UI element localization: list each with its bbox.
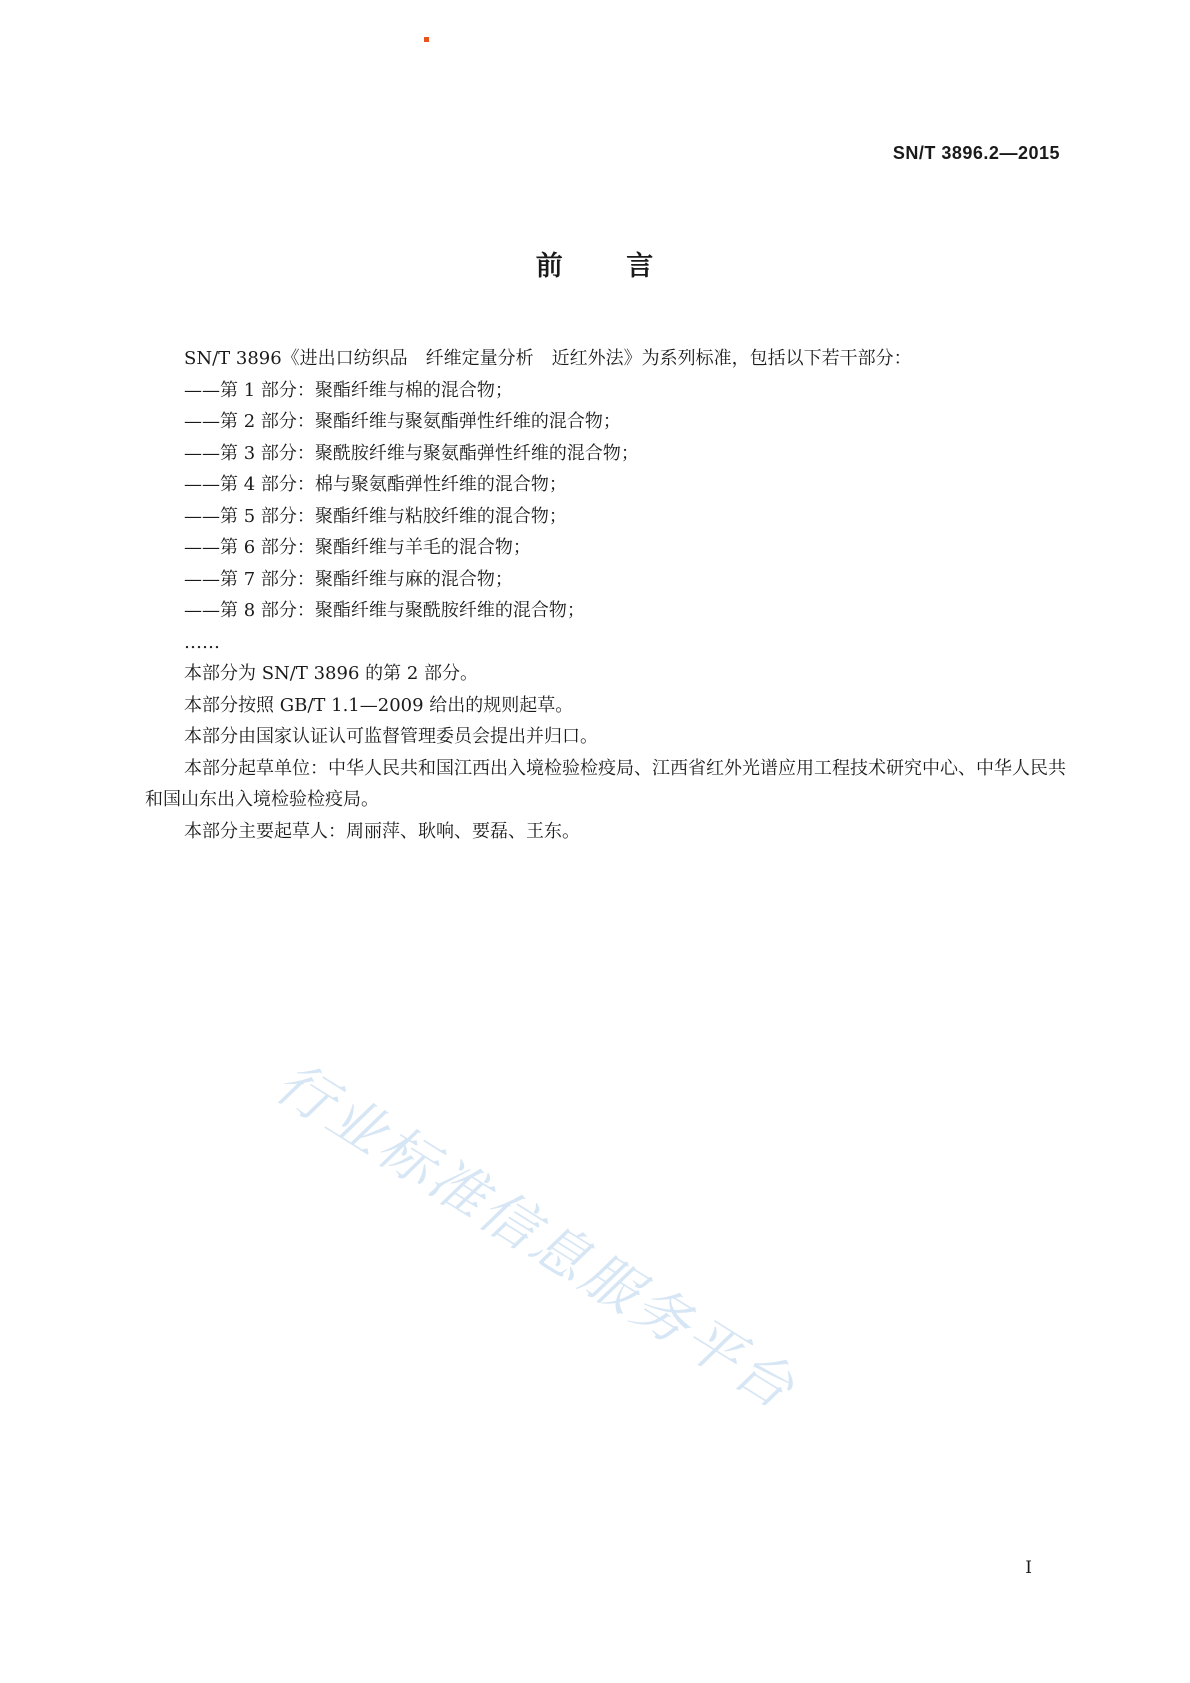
page-number: I (1025, 1558, 1032, 1578)
part-of-paragraph: 本部分为 SN/T 3896 的第 2 部分。 (184, 663, 479, 684)
page-title: 前 言 (535, 251, 655, 282)
part-item-3: ——第 3 部分：聚酰胺纤维与聚氨酯弹性纤维的混合物； (184, 442, 639, 464)
watermark: 行业标准信息服务平台 (264, 1050, 808, 1424)
drafting-units-paragraph: 本部分起草单位：中华人民共和国江西出入境检验检疫局、江西省红外光谱应用工程技术研究中心、中华人民共和国山东出入境检验检疫局。 (145, 757, 1066, 810)
intro-paragraph: SN/T 3896《进出口纺织品 纤维定量分析 近红外法》为系列标准，包括以下若干部分： (184, 348, 912, 369)
part-item-2: ——第 2 部分：聚酯纤维与聚氨酯弹性纤维的混合物； (184, 411, 621, 432)
part-item-4: ——第 4 部分：棉与聚氨酯弹性纤维的混合物； (184, 474, 567, 495)
part-item-6: ——第 6 部分：聚酯纤维与羊毛的混合物； (184, 537, 531, 558)
drafters-paragraph: 本部分主要起草人：周丽萍、耿响、要磊、王东。 (184, 820, 580, 842)
orange-mark (424, 37, 429, 42)
part-item-1: ——第 1 部分：聚酯纤维与棉的混合物； (184, 379, 513, 401)
preface-body (145, 343, 1070, 847)
part-item-7: ——第 7 部分：聚酯纤维与麻的混合物； (184, 568, 513, 590)
drafting-rules-paragraph: 本部分按照 GB/T 1.1—2009 给出的规则起草。 (184, 694, 574, 716)
ellipsis: …… (184, 631, 220, 653)
standard-code: SN/T 3896.2—2015 (892, 143, 1060, 163)
part-item-5: ——第 5 部分：聚酯纤维与粘胶纤维的混合物； (184, 505, 567, 527)
part-item-8: ——第 8 部分：聚酯纤维与聚酰胺纤维的混合物； (184, 600, 585, 621)
proposed-by-paragraph: 本部分由国家认证认可监督管理委员会提出并归口。 (184, 726, 598, 747)
